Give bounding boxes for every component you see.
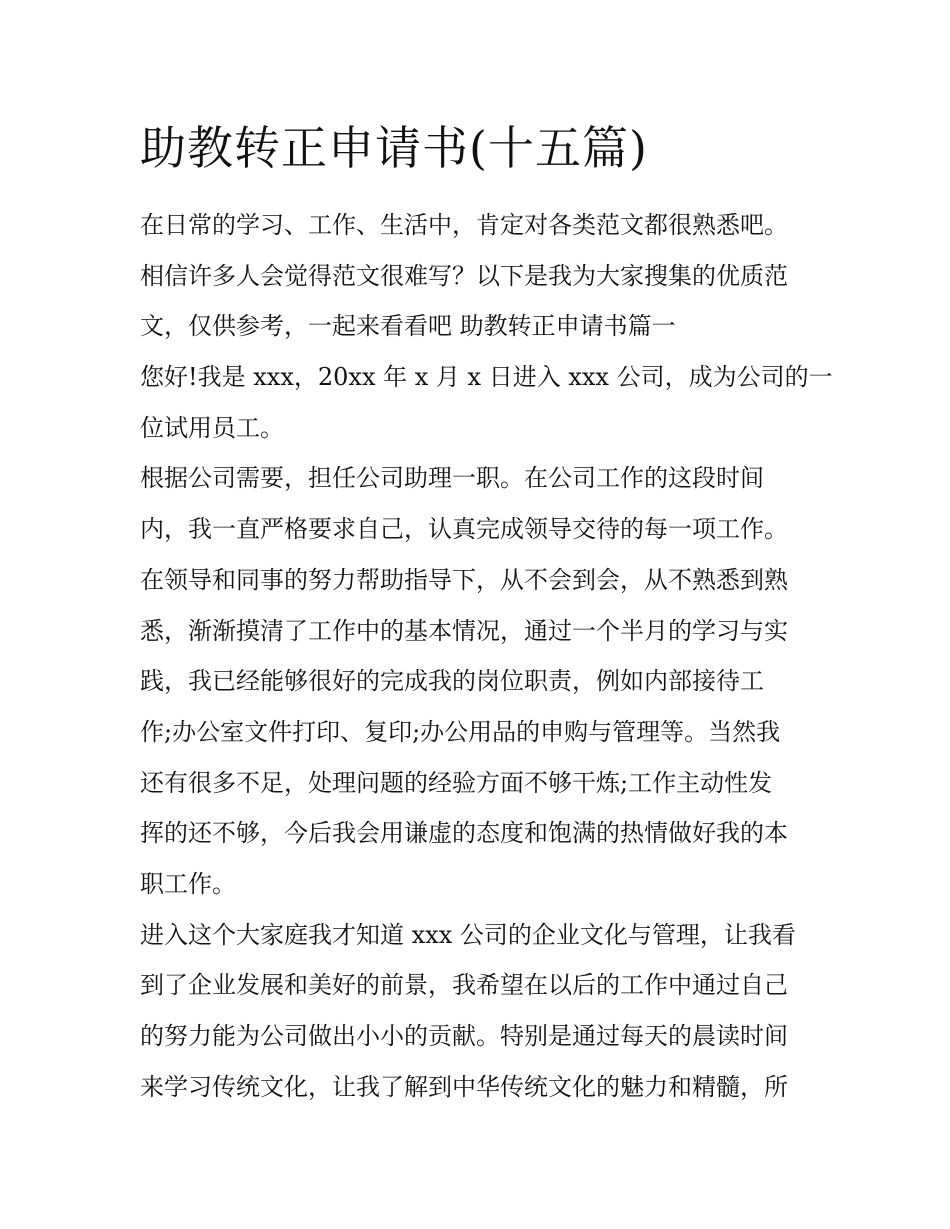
paragraph-company-culture [140,910,812,1113]
text-line: 作;办公室文件打印、复印;办公用品的申购与管理等。当然我 [140,717,781,746]
paragraph-work-summary [140,453,812,909]
text-line: 来学习传统文化，让我了解到中华传统文化的魅力和精髓，所 [140,1072,788,1101]
text-line: 践，我已经能够很好的完成我的岗位职责，例如内部接待工 [140,667,764,696]
text-line: 内，我一直严格要求自己，认真完成领导交待的每一项工作。 [140,515,788,544]
text-line: 根据公司需要，担任公司助理一职。在公司工作的这段时间 [140,464,764,493]
text-line: 相信许多人会觉得范文很难写？以下是我为大家搜集的优质范 [140,261,788,290]
paragraph-intro [140,200,812,352]
text-line: 在领导和同事的努力帮助指导下，从不会到会，从不熟悉到熟 [140,565,788,594]
text-line: 悉，渐渐摸清了工作中的基本情况，通过一个半月的学习与实 [140,616,788,645]
text-line: 在日常的学习、工作、生活中，肯定对各类范文都很熟悉吧。 [140,211,788,239]
text-line: 的努力能为公司做出小小的贡献。特别是通过每天的晨读时间 [140,1022,788,1050]
document-title: 助教转正申请书(十五篇) [140,121,648,175]
text-line: 到了企业发展和美好的前景，我希望在以后的工作中通过自己 [140,971,788,1000]
text-line: 文，仅供参考，一起来看看吧 助教转正申请书篇一 [140,312,676,341]
text-line: 位试用员工。 [140,413,284,442]
text-line: 进入这个大家庭我才知道 xxx 公司的企业文化与管理，让我看 [140,920,796,949]
document-body [140,118,833,1112]
text-line: 挥的还不够，今后我会用谦虚的态度和饱满的热情做好我的本 [140,819,788,848]
text-line: 职工作。 [140,869,236,898]
text-line: 还有很多不足，处理问题的经验方面不够干炼;工作主动性发 [140,768,773,797]
paragraph-greeting [140,352,833,453]
text-line: 您好!我是 xxx，20xx 年 x 月 x 日进入 xxx 公司，成为公司的一 [140,363,833,392]
